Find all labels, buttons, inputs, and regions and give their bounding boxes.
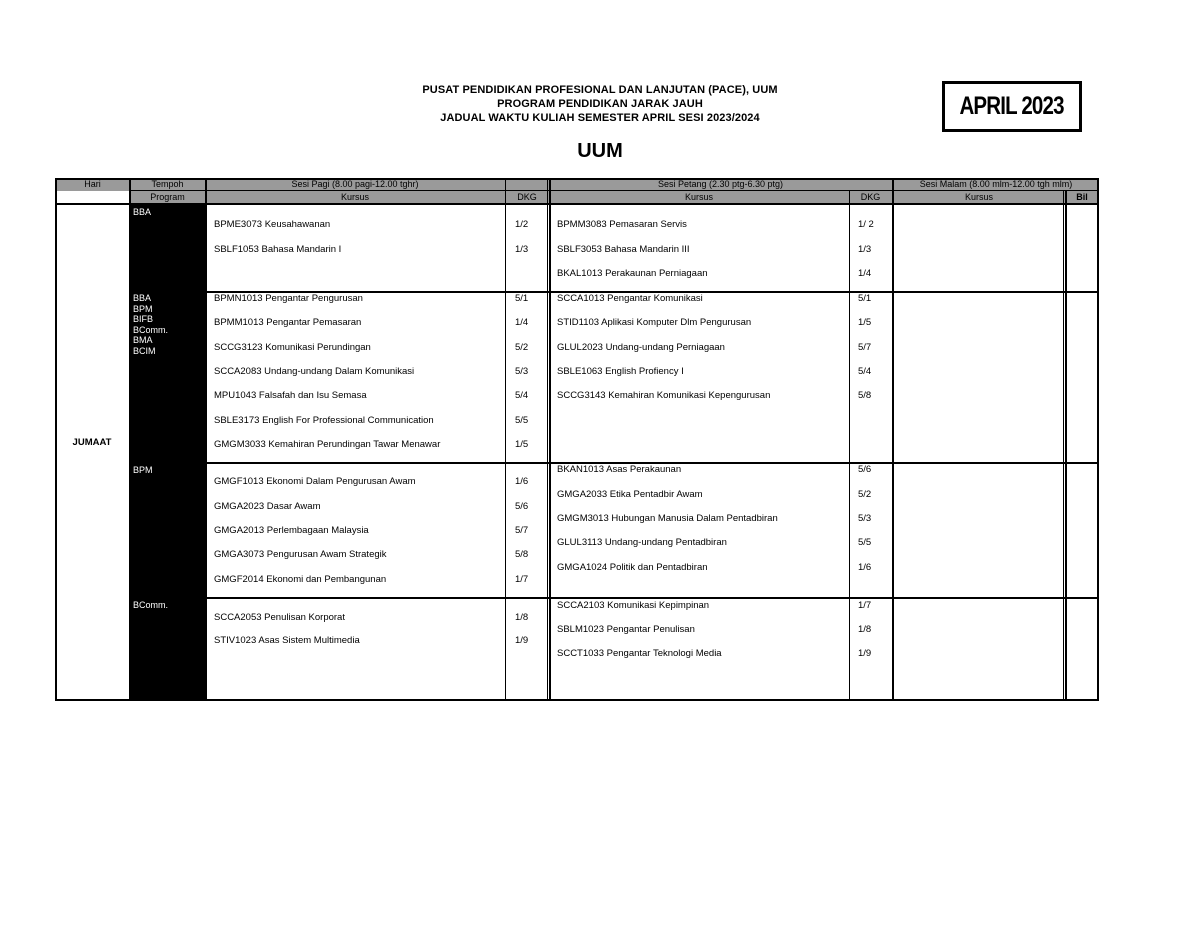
semester-badge xyxy=(942,81,1082,132)
petang-course: SBLE1063 English Profiency I xyxy=(557,366,684,377)
petang-course: SCCG3143 Kemahiran Komunikasi Kepengurusan xyxy=(557,390,771,401)
petang-course: GLUL2023 Undang-undang Perniagaan xyxy=(557,342,725,353)
petang-course: SCCA1013 Pengantar Komunikasi xyxy=(557,293,703,304)
bil-header: Bil xyxy=(1076,192,1088,202)
pagi-dkg: 5/1 xyxy=(515,293,529,304)
petang-course: SCCT1033 Pengantar Teknologi Media xyxy=(557,648,722,659)
pagi-dkg: 5/7 xyxy=(515,525,529,536)
program-code: BIFB xyxy=(133,314,154,324)
petang-course: GMGM3013 Hubungan Manusia Dalam Pentadbiran xyxy=(557,513,778,524)
pagi-course: SBLE3173 English For Professional Communication xyxy=(214,415,434,426)
petang-course: GMGA1024 Politik dan Pentadbiran xyxy=(557,562,708,573)
pagi-course: BPMN1013 Pengantar Pengurusan xyxy=(214,293,363,304)
frame-bottom xyxy=(55,699,1099,701)
petang-dkg: 1/3 xyxy=(858,244,872,255)
pagi-course: GMGA2023 Dasar Awam xyxy=(214,501,321,512)
header-sep-2 xyxy=(55,203,1099,205)
petang-dkg: 5/5 xyxy=(858,537,872,548)
pagi-dkg: 5/4 xyxy=(515,390,529,401)
petang-course: SBLM1023 Pengantar Penulisan xyxy=(557,624,695,635)
col-line-hari xyxy=(129,178,131,701)
semester-badge-label: APRIL 2023 xyxy=(959,92,1065,120)
col-line-tempoh xyxy=(205,178,207,701)
pagi-course: BPMM1013 Pengantar Pemasaran xyxy=(214,317,362,328)
pagi-dkg: 5/2 xyxy=(515,342,529,353)
dkg-pagi-header: DKG xyxy=(517,192,537,202)
campus-title: UUM xyxy=(577,140,623,162)
petang-course: SCCA2103 Komunikasi Kepimpinan xyxy=(557,600,710,611)
frame-top xyxy=(55,178,1099,180)
program-code: BPM xyxy=(133,465,153,475)
pagi-dkg: 5/6 xyxy=(515,501,529,512)
pagi-course: SBLF1053 Bahasa Mandarin I xyxy=(214,244,342,255)
col-line-bil-2 xyxy=(1065,190,1067,701)
pagi-course: GMGF1013 Ekonomi Dalam Pengurusan Awam xyxy=(214,476,416,487)
petang-dkg: 1/6 xyxy=(858,562,872,573)
petang-dkg: 1/4 xyxy=(858,268,872,279)
kursus-pagi-header: Kursus xyxy=(340,192,369,202)
program-column-bg xyxy=(130,203,205,701)
program-code: BBA xyxy=(133,293,152,303)
petang-dkg: 1/7 xyxy=(858,600,872,611)
program-title: PROGRAM PENDIDIKAN JARAK JAUH xyxy=(497,98,703,110)
petang-dkg: 1/5 xyxy=(858,317,872,328)
schedule-title: JADUAL WAKTU KULIAH SEMESTER APRIL SESI 2023/2024 xyxy=(440,112,760,124)
program-group-2 xyxy=(133,293,168,356)
col-line-malam-start xyxy=(892,178,894,701)
pagi-course: GMGA2013 Perlembagaan Malaysia xyxy=(214,525,369,536)
pagi-course: GMGM3033 Kemahiran Perundingan Tawar Menawar xyxy=(214,439,441,450)
program-code: BComm. xyxy=(133,600,169,610)
col-line-petang-start xyxy=(549,178,551,701)
pagi-dkg: 5/3 xyxy=(515,366,529,377)
pagi-dkg: 5/8 xyxy=(515,549,529,560)
program-code: BPM xyxy=(133,303,153,314)
program-group-1 xyxy=(133,207,151,218)
program-code: BCIM xyxy=(133,345,156,356)
timetable xyxy=(55,178,1099,701)
pagi-dkg: 1/3 xyxy=(515,244,529,255)
petang-course: GLUL3113 Undang-undang Pentadbiran xyxy=(557,537,727,548)
pagi-dkg: 1/2 xyxy=(515,219,529,230)
pagi-course: SCCG3123 Komunikasi Perundingan xyxy=(214,342,371,353)
hari-header: Hari xyxy=(84,179,101,189)
tempoh-header: Tempoh xyxy=(151,179,184,189)
pagi-course: SCCA2083 Undang-undang Dalam Komunikasi xyxy=(214,366,415,377)
pagi-course: BPME3073 Keusahawanan xyxy=(214,219,331,230)
petang-course: GMGA2033 Etika Pentadbir Awam xyxy=(557,489,703,500)
dkg-petang-header: DKG xyxy=(860,192,881,202)
petang-dkg: 1/ 2 xyxy=(858,219,874,230)
pagi-course: MPU1043 Falsafah dan Isu Semasa xyxy=(214,390,367,401)
petang-dkg: 1/9 xyxy=(858,648,872,659)
frame-right xyxy=(1097,178,1099,701)
sesi-pagi-header: Sesi Pagi (8.00 pagi-12.00 tghr) xyxy=(291,179,419,189)
pagi-course: SCCA2053 Penulisan Korporat xyxy=(214,612,345,623)
pagi-course: STIV1023 Asas Sistem Multimedia xyxy=(214,635,360,646)
petang-course: SBLF3053 Bahasa Mandarin III xyxy=(557,244,690,255)
pagi-dkg: 1/7 xyxy=(515,574,529,585)
col-line-petang-dkg xyxy=(849,190,850,701)
program-code: BBA xyxy=(133,207,152,217)
col-line-bil-1 xyxy=(1063,190,1064,701)
kursus-malam-header: Kursus xyxy=(964,192,993,202)
pagi-dkg: 1/5 xyxy=(515,439,529,450)
header-sep-1 xyxy=(129,190,1099,191)
petang-dkg: 5/7 xyxy=(858,342,872,353)
petang-dkg: 5/1 xyxy=(858,293,872,304)
petang-dkg: 5/4 xyxy=(858,366,872,377)
pagi-course: GMGF2014 Ekonomi dan Pembangunan xyxy=(214,574,387,585)
pagi-dkg: 5/5 xyxy=(515,415,529,426)
pagi-dkg: 1/9 xyxy=(515,635,529,646)
petang-course: STID1103 Aplikasi Komputer Dlm Pengurusan xyxy=(557,317,752,328)
petang-dkg: 1/8 xyxy=(858,624,872,635)
petang-course: BKAN1013 Asas Perakaunan xyxy=(557,464,682,475)
pagi-dkg: 1/4 xyxy=(515,317,529,328)
petang-dkg: 5/2 xyxy=(858,489,872,500)
program-group-3 xyxy=(133,465,153,476)
petang-dkg: 5/6 xyxy=(858,464,872,475)
petang-dkg: 5/8 xyxy=(858,390,872,401)
group-sep-3 xyxy=(129,597,1099,599)
program-group-4 xyxy=(133,600,168,611)
pagi-dkg: 1/6 xyxy=(515,476,529,487)
pagi-dkg: 1/8 xyxy=(515,612,529,623)
sesi-petang-header: Sesi Petang (2.30 ptg-6.30 ptg) xyxy=(657,179,784,189)
kursus-petang-header: Kursus xyxy=(684,192,713,202)
col-line-pagi-end xyxy=(547,178,548,701)
petang-dkg: 5/3 xyxy=(858,513,872,524)
program-code: BMA xyxy=(133,335,153,345)
day-label: JUMAAT xyxy=(72,437,112,448)
program-header: Program xyxy=(150,192,185,202)
petang-course: BPMM3083 Pemasaran Servis xyxy=(557,219,687,230)
pagi-course: GMGA3073 Pengurusan Awam Strategik xyxy=(214,549,387,560)
institution-title: PUSAT PENDIDIKAN PROFESIONAL DAN LANJUTAN (PACE), UUM xyxy=(422,84,778,96)
petang-course: BKAL1013 Perakaunan Perniagaan xyxy=(557,268,708,279)
sesi-malam-header: Sesi Malam (8.00 mlm-12.00 tgh mlm) xyxy=(919,179,1073,189)
program-code: BComm. xyxy=(133,324,169,335)
col-line-pagi-dkg xyxy=(505,178,506,701)
